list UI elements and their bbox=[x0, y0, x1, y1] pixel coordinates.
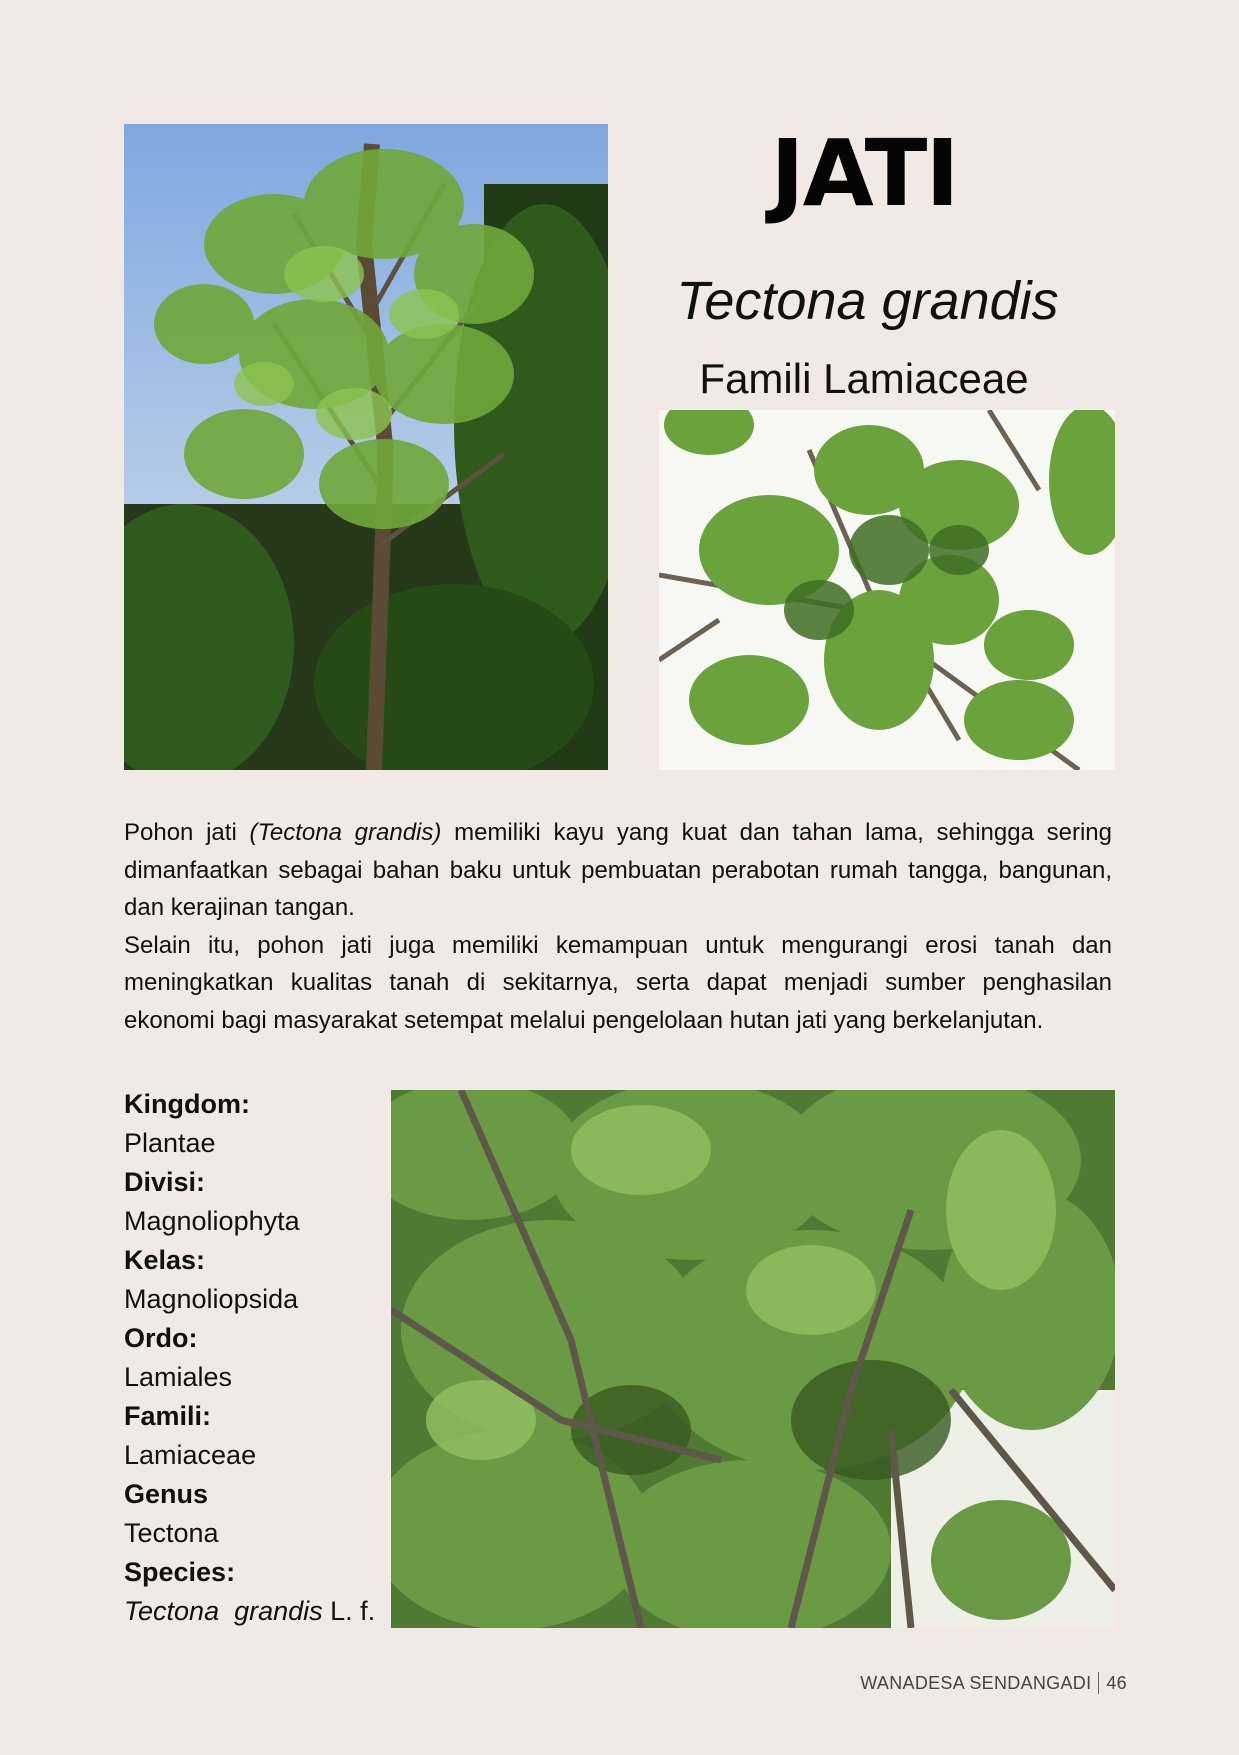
scientific-name: Tectona grandis bbox=[676, 271, 1059, 331]
taxonomy-value-kingdom: Plantae bbox=[124, 1128, 216, 1158]
description-paragraph-2: Selain itu, pohon jati juga memiliki kemampuan untuk mengurangi erosi tanah dan meningkatkan kualitas tanah di sekitarnya, serta dapat menjadi sumber penghasilan ekonomi bagi masyarakat setempat melalui pengelolaan hutan jati yang berkelanjutan. bbox=[124, 931, 1112, 1034]
page-number: 46 bbox=[1106, 1673, 1127, 1693]
footer-divider bbox=[1098, 1672, 1099, 1694]
family-heading: Famili Lamiaceae bbox=[699, 355, 1029, 402]
teak-tree-photo bbox=[124, 124, 608, 770]
taxonomy-value-famili: Lamiaceae bbox=[124, 1440, 257, 1470]
taxonomy-list bbox=[124, 1085, 394, 1631]
taxonomy-value-ordo: Lamiales bbox=[124, 1362, 233, 1392]
taxonomy-label-species: Species: bbox=[124, 1557, 236, 1587]
taxonomy-label-famili: Famili: bbox=[124, 1401, 212, 1431]
taxonomy-value-species: Tectona grandis L. f. bbox=[124, 1596, 376, 1626]
taxonomy-label-genus: Genus bbox=[124, 1479, 209, 1509]
taxonomy-value-kelas: Magnoliopsida bbox=[124, 1284, 299, 1314]
taxonomy-label-ordo: Ordo: bbox=[124, 1323, 198, 1353]
taxonomy-label-divisi: Divisi: bbox=[124, 1167, 206, 1197]
taxonomy-value-divisi: Magnoliophyta bbox=[124, 1206, 300, 1236]
taxonomy-label-kelas: Kelas: bbox=[124, 1245, 206, 1275]
description-paragraph-1: Pohon jati (Tectona grandis) memiliki kayu yang kuat dan tahan lama, sehingga sering dimanfaatkan sebagai bahan baku untuk pembuatan perabotan rumah tangga, bangunan, dan kerajinan tangan. bbox=[124, 819, 1112, 921]
page-title: JATI bbox=[770, 120, 958, 227]
taxonomy-label-kingdom: Kingdom: bbox=[124, 1089, 250, 1119]
scientific-name-inline: (Tectona grandis) bbox=[249, 819, 442, 846]
taxonomy-value-genus: Tectona bbox=[124, 1518, 219, 1548]
page-footer bbox=[860, 1672, 1127, 1694]
description bbox=[124, 814, 1112, 1039]
teak-canopy-photo bbox=[391, 1090, 1115, 1628]
publication-name: WANADESA SENDANGADI bbox=[860, 1673, 1092, 1693]
teak-leaves-sky-photo bbox=[659, 410, 1115, 770]
